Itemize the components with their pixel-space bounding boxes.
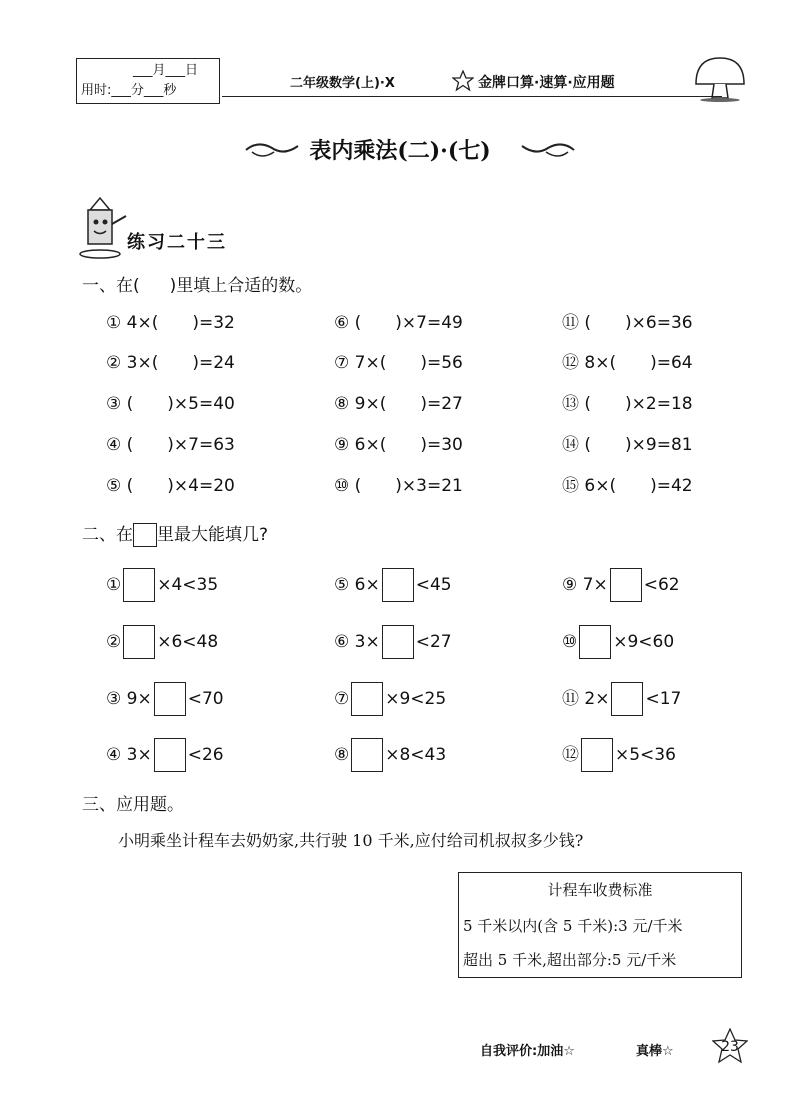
s2-item-2: ② ×6<48: [106, 625, 218, 651]
fare-table-title: 计程车收费标准: [547, 881, 653, 899]
s1-item-10[interactable]: ⑩ ( )×3=21: [334, 476, 463, 496]
header-rule: [222, 96, 722, 97]
s1-item-3[interactable]: ③ ( )×5=40: [106, 394, 235, 414]
answer-box[interactable]: [581, 738, 613, 772]
answer-box[interactable]: [123, 625, 155, 659]
answer-box-sample: [133, 523, 157, 547]
s2-item-5: ⑤ 6× <45: [334, 568, 452, 594]
s1-item-5[interactable]: ⑤ ( )×4=20: [106, 476, 235, 496]
s2-item-8: ⑧ ×8<43: [334, 738, 446, 764]
time-line: 用时:___分___秒: [81, 83, 177, 98]
answer-box[interactable]: [351, 682, 383, 716]
book-title: 二年级数学(上)·X: [290, 76, 395, 91]
fare-line-1: 5 千米以内(含 5 千米):3 元/千米: [463, 917, 683, 935]
s1-item-12[interactable]: ⑫ 8×( )=64: [562, 353, 693, 373]
s1-item-11[interactable]: ⑪ ( )×6=36: [562, 313, 693, 333]
s1-item-15[interactable]: ⑮ 6×( )=42: [562, 476, 693, 496]
answer-box[interactable]: [154, 738, 186, 772]
s1-item-9[interactable]: ⑨ 6×( )=30: [334, 435, 463, 455]
s2-item-7: ⑦ ×9<25: [334, 682, 446, 708]
s1-item-13[interactable]: ⑬ ( )×2=18: [562, 394, 693, 414]
section1-heading: 一、在( )里填上合适的数。: [82, 276, 313, 296]
pencil-mascot-icon: [76, 196, 130, 260]
s2-item-11: ⑪ 2× <17: [562, 682, 681, 708]
s1-item-1[interactable]: ① 4×( )=32: [106, 313, 235, 333]
page-title: 表内乘法(二)·(七): [309, 138, 491, 164]
self-evaluation-label: 自我评价:加油☆: [480, 1044, 575, 1059]
answer-box[interactable]: [611, 682, 643, 716]
s2-item-3: ③ 9× <70: [106, 682, 224, 708]
date-line: ___月___日: [133, 63, 199, 78]
answer-box[interactable]: [351, 738, 383, 772]
answer-box[interactable]: [610, 568, 642, 602]
great-label: 真棒☆: [636, 1044, 674, 1059]
section2-heading: 二、在 里最大能填几?: [82, 525, 269, 545]
fare-table: [458, 872, 742, 978]
s1-item-7[interactable]: ⑦ 7×( )=56: [334, 353, 463, 373]
answer-box[interactable]: [154, 682, 186, 716]
page-number: 23: [721, 1039, 739, 1055]
date-time-box: [76, 58, 220, 104]
exercise-label: 练习二十三: [127, 232, 227, 253]
answer-box[interactable]: [382, 625, 414, 659]
fare-line-2: 超出 5 千米,超出部分:5 元/千米: [463, 951, 677, 969]
s2-item-1: ① ×4<35: [106, 568, 218, 594]
s1-item-6[interactable]: ⑥ ( )×7=49: [334, 313, 463, 333]
star-icon: [452, 70, 474, 92]
s1-item-2[interactable]: ② 3×( )=24: [106, 353, 235, 373]
s2-item-9: ⑨ 7× <62: [562, 568, 680, 594]
answer-box[interactable]: [382, 568, 414, 602]
answer-box[interactable]: [579, 625, 611, 659]
answer-box[interactable]: [123, 568, 155, 602]
s2-item-12: ⑫ ×5<36: [562, 738, 676, 764]
series-title: 金牌口算·速算·应用题: [478, 75, 615, 91]
right-ornament-icon: [520, 138, 576, 162]
s2-item-10: ⑩ ×9<60: [562, 625, 674, 651]
s1-item-14[interactable]: ⑭ ( )×9=81: [562, 435, 693, 455]
s1-item-8[interactable]: ⑧ 9×( )=27: [334, 394, 463, 414]
s1-item-4[interactable]: ④ ( )×7=63: [106, 435, 235, 455]
word-problem: 小明乘坐计程车去奶奶家,共行驶 10 千米,应付给司机叔叔多少钱?: [118, 831, 584, 850]
s2-item-4: ④ 3× <26: [106, 738, 224, 764]
section3-heading: 三、应用题。: [82, 795, 184, 815]
s2-item-6: ⑥ 3× <27: [334, 625, 452, 651]
